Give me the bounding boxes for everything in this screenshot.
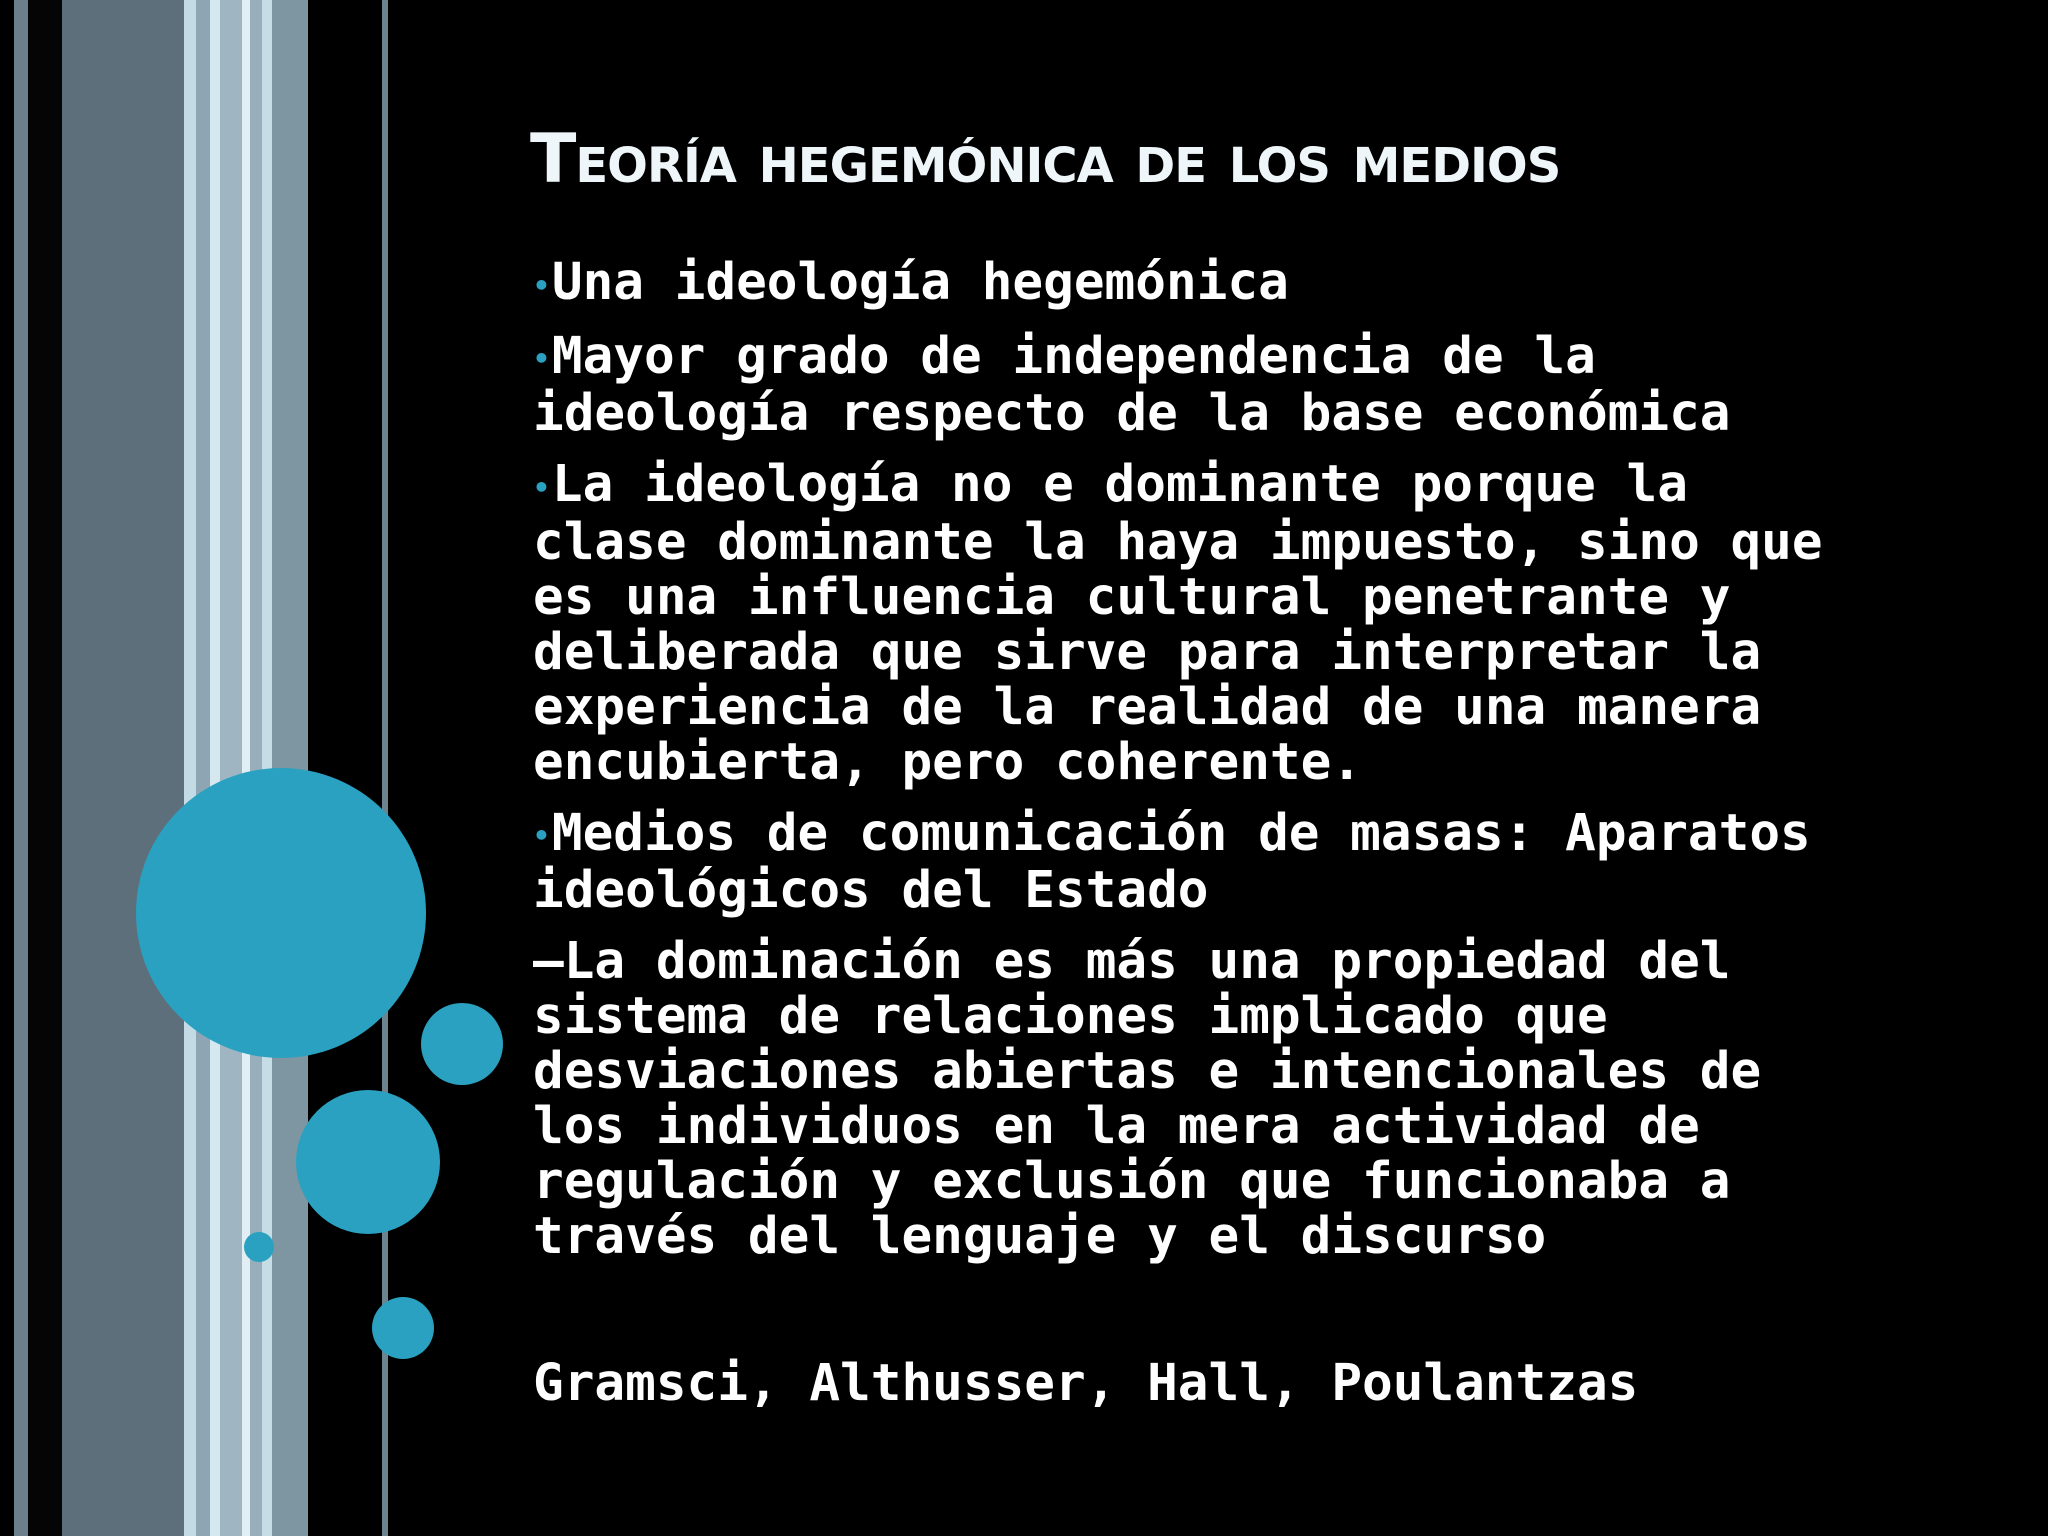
decor-stripe [184,0,196,1536]
decor-stripe [210,0,220,1536]
bullet-item [533,326,2013,443]
decor-stripe [62,0,184,1536]
bullet-icon: • [533,268,550,302]
decor-circle [296,1090,440,1234]
bullet-text: Mayor grado de independencia de la ideología respecto de la base económica [533,326,1731,443]
bullet-text: La ideología no e dominante porque la clase dominante la haya impuesto, sino que es una influencia cultural penetrante y deliberada que sirve para interpretar la experiencia de la realidad de una manera encubierta, pero coherente. [533,455,1823,792]
bullet-item [533,803,2013,920]
slide-content [533,255,2013,1462]
decor-circle-large [136,768,426,1058]
decor-circle [421,1003,503,1085]
sub-bullet-item [533,934,2013,1264]
decor-circle [372,1297,434,1359]
sub-bullet-text: La dominación es más una propiedad del sistema de relaciones implicado que desviaciones abiertas e intencionales de los individuos en la mera actividad de regulación y exclusión que funcionaba a través del lenguaje y el discurso [533,932,1762,1266]
decor-stripe [14,0,28,1536]
bullet-item [533,457,2013,790]
bullet-text: Una ideología hegemónica [551,253,1289,312]
authors-line: Gramsci, Althusser, Hall, Poulantzas [533,1354,1639,1413]
bullet-icon: • [533,819,550,852]
decor-stripe [196,0,210,1536]
bullet-icon: • [533,470,550,504]
bullet-icon: • [533,342,550,375]
bullet-text: Medios de comunicación de masas: Aparatos ideológicos del Estado [533,803,1811,920]
dash-icon: – [533,932,564,991]
decor-stripe [242,0,250,1536]
bullet-item [533,255,2013,313]
slide-title: Teoría hegemónica de los medios [530,120,1561,199]
decor-stripe [220,0,242,1536]
decor-stripe [250,0,262,1536]
decor-circle-small [244,1232,274,1262]
decor-stripe [28,0,62,1536]
